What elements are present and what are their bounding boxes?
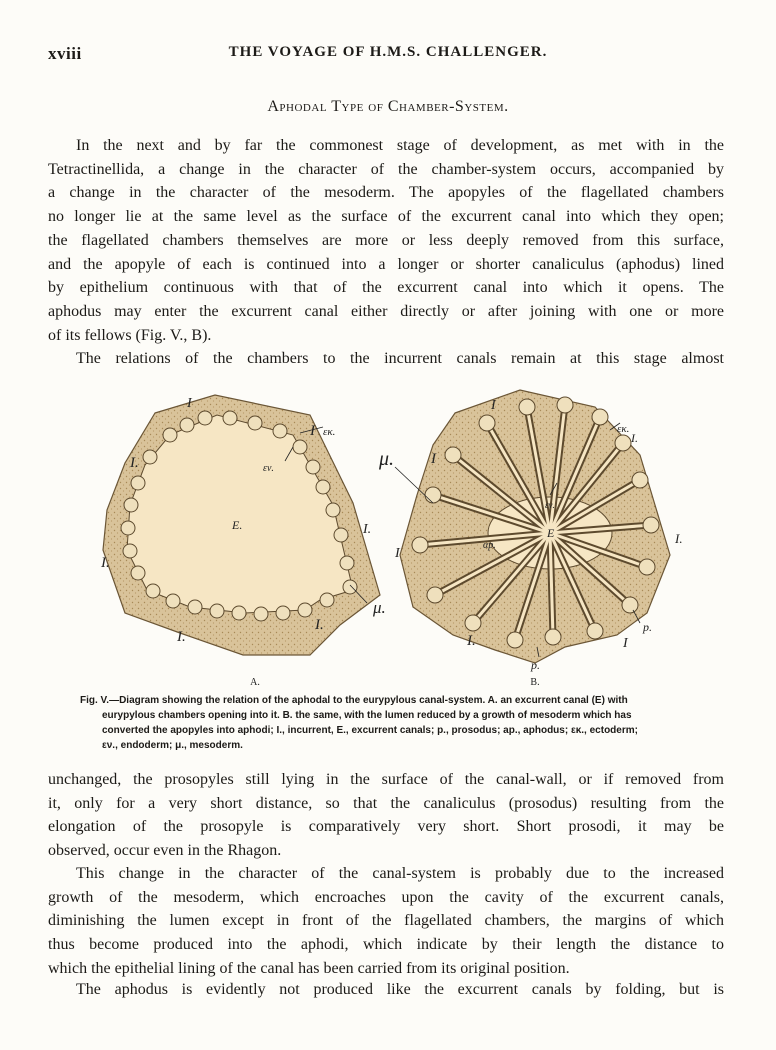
diagram-b bbox=[378, 390, 683, 688]
label-a-mesoderm: μ. bbox=[373, 598, 386, 617]
text-line: The relations of the chambers to the incurrent canals remain at this stage almost bbox=[76, 350, 724, 367]
label-a-incurrent: I. bbox=[101, 555, 110, 571]
caption-line: converted the apopyles into aphodi; I., incurrent, E., excurrent canals; p., prosodus; ap., aphodus; εκ., ectoderm; bbox=[102, 725, 638, 736]
label-a-incurrent: I. bbox=[315, 617, 324, 633]
label-a-incurrent: I bbox=[187, 396, 192, 411]
text-line: aphodus may enter the excurrent canal either directly or after joining with one or more bbox=[48, 302, 724, 320]
text-line: the flagellated chambers themselves are more or less deeply removed from this surface, bbox=[48, 231, 724, 249]
label-a-incurrent: I. bbox=[130, 455, 139, 471]
text-line: Tetractinellida, a change in the character of the chamber-system occurs, accompanied by bbox=[48, 160, 724, 178]
label-b-prosodus: p. bbox=[531, 658, 540, 672]
label-b-mesoderm: μ. bbox=[379, 448, 395, 470]
label-a-excurrent: E. bbox=[232, 518, 243, 532]
label-a-incurrent: I bbox=[310, 423, 315, 439]
text-line: diminishing the lumen except in front of the flagellated chambers, the margins of which bbox=[48, 912, 724, 930]
text-line: In the next and by far the commonest stage of development, as met with in the bbox=[76, 137, 724, 154]
label-b-endoderm: εν. bbox=[545, 500, 555, 510]
figure-v-diagram bbox=[95, 385, 695, 690]
sublabel-b: B. bbox=[530, 677, 540, 688]
label-a-incurrent: I. bbox=[363, 522, 372, 537]
text-line: This change in the character of the canal-system is probably due to the increased bbox=[76, 865, 724, 882]
label-b-excurrent: E bbox=[547, 526, 555, 540]
label-b-ectoderm: εκ. bbox=[617, 423, 630, 435]
diagram-a bbox=[100, 395, 386, 688]
page-number: xviii bbox=[48, 44, 82, 63]
label-b-incurrent: I bbox=[395, 546, 400, 561]
text-line: of its fellows (Fig. V., B). bbox=[48, 326, 212, 344]
label-b-incurrent: I bbox=[491, 398, 496, 413]
paragraph-2 bbox=[48, 347, 724, 371]
label-b-incurrent: I bbox=[623, 636, 628, 651]
caption-line: Fig. V.—Diagram showing the relation of the aphodal to the eurypylous canal-system. A. an excurrent canal (E) with bbox=[80, 695, 628, 706]
text-line: growth of the mesoderm, which encroaches upon the cavity of the excurrent canals, bbox=[48, 888, 724, 906]
label-b-aphodus: αp. bbox=[483, 540, 496, 551]
paragraph-1 bbox=[48, 134, 724, 347]
label-b-incurrent: I. bbox=[631, 431, 638, 445]
label-b-incurrent: I bbox=[431, 451, 436, 467]
label-b-incurrent: I. bbox=[675, 531, 683, 546]
sublabel-a: A. bbox=[250, 677, 260, 688]
text-line: thus become produced into the aphodi, which indicate by their length the distance to bbox=[48, 936, 724, 954]
text-line: it, only for a very short distance, so that the canaliculus (prosodus) resulting from the bbox=[48, 794, 724, 812]
text-line: no longer lie at the same level as the surface of the excurrent canal into which they open; bbox=[48, 208, 724, 226]
page-header bbox=[48, 44, 728, 68]
text-line: and the apopyle of each is continued into a longer or shorter canaliculus (aphodus) lined bbox=[48, 255, 724, 273]
paragraph-5 bbox=[48, 978, 724, 1002]
text-line: a change in the character of the mesoderm. The apopyles of the flagellated chambers bbox=[48, 184, 724, 202]
figure-caption bbox=[80, 693, 704, 753]
label-a-endoderm: εν. bbox=[263, 463, 274, 474]
text-line: The aphodus is evidently not produced like the excurrent canals by folding, but is bbox=[76, 981, 724, 998]
paragraph-3 bbox=[48, 768, 724, 863]
caption-line: εν., endoderm; μ., mesoderm. bbox=[102, 740, 243, 751]
paragraph-4 bbox=[48, 862, 724, 981]
section-title: Aphodal Type of Chamber-System. bbox=[267, 98, 509, 115]
caption-line: eurypylous chambers opening into it. B. the same, with the lumen reduced by a growth of mesoderm which has bbox=[102, 710, 632, 721]
text-line: which the epithelial lining of the canal has been carried from its original position. bbox=[48, 959, 570, 977]
text-line: unchanged, the prosopyles still lying in the surface of the canal-wall, or if removed from bbox=[48, 771, 724, 788]
label-a-incurrent: I. bbox=[177, 629, 186, 645]
text-line: observed, occur even in the Rhagon. bbox=[48, 842, 282, 860]
text-line: by epithelium continuous with that of the excurrent canal into which it opens. The bbox=[48, 279, 724, 297]
figure-v bbox=[95, 385, 695, 690]
label-a-ectoderm: εκ. bbox=[323, 426, 336, 438]
label-b-prosodus: p. bbox=[643, 620, 652, 634]
running-title: THE VOYAGE OF H.M.S. CHALLENGER. bbox=[228, 44, 548, 60]
text-line: elongation of the prosopyle is comparatively very short. Short prosodi, it may be bbox=[48, 818, 724, 836]
label-b-incurrent: I. bbox=[467, 633, 476, 649]
